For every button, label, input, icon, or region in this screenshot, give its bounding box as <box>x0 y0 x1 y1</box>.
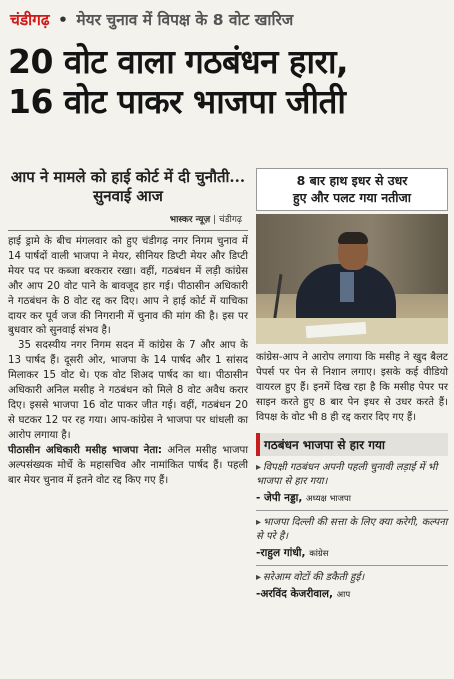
quote-author-name: -राहुल गांधी, <box>256 547 306 559</box>
quote-bullet-icon: ▸ <box>256 572 262 583</box>
subheadline: आप ने मामले को हाई कोर्ट में दी चुनौती... सुनवाई आज <box>10 168 246 205</box>
photo-shirt <box>340 272 354 302</box>
headline-line-1: 20 वोट वाला गठबंधन हारा, <box>8 42 349 81</box>
quote-author-role: कांग्रेस <box>309 549 329 559</box>
quote-text-value: विपक्षी गठबंधन अपनी पहली चुनावी लड़ाई में भी भाजपा से हार गया। <box>256 462 438 487</box>
quote-author-name: -अरविंद केजरीवाल, <box>256 588 333 600</box>
quote-author-role: आप <box>336 590 351 600</box>
kicker-city: चंडीगढ़ <box>10 11 50 29</box>
quote-author-name: - जेपी नड्डा, <box>256 492 303 504</box>
photo-hair <box>338 232 368 244</box>
photo-caption: कांग्रेस-आप ने आरोप लगाया कि मसीह ने खुद बैलट पेपर्स पर पेन से निशान लगाए। इसके कई वीडियो वायरल हुए हैं। इनमें दिख रहा है कि मसीह पेपर पर साइन करते हुए 8 बार पेन इधर से उधर करते हैं। विपक्ष के वोट भी 8 ही रद्द करार दिए गए हैं। <box>256 352 448 423</box>
right-column <box>256 168 448 606</box>
quote-text <box>256 461 448 489</box>
quote-text <box>256 516 448 544</box>
byline <box>8 212 248 225</box>
quote-item <box>256 516 448 566</box>
byline-sep: | <box>213 215 217 225</box>
article-body <box>8 235 248 488</box>
main-headline <box>8 42 448 122</box>
photo-title-line-1: 8 बार हाथ इधर से उधर <box>296 173 408 188</box>
headline-line-2: 16 वोट पाकर भाजपा जीती <box>8 82 346 121</box>
quote-author <box>256 587 448 601</box>
quote-author <box>256 546 448 560</box>
quote-item <box>256 571 448 606</box>
quote-author <box>256 491 448 505</box>
paragraph-3-lead: पीठासीन अधिकारी मसीह भाजपा नेता: <box>8 444 162 456</box>
paragraph-3 <box>8 444 248 489</box>
quote-text-value: भाजपा दिल्ली की सत्ता के लिए क्या करेगी, कल्पना से परे है। <box>256 517 448 542</box>
kicker-text: मेयर चुनाव में विपक्ष के 8 वोट खारिज <box>76 11 294 29</box>
paragraph-2: 35 सदस्यीय नगर निगम सदन में कांग्रेस के 7 और आप के 13 पार्षद हैं। दूसरी ओर, भाजपा के 14 पार्षद और 1 सांसद मिलाकर 15 वोट थे। एक वोट शिअद पार्षद का था। पीठासीन अधिकारी अनिल मसीह ने गठबंधन को मिले 8 वोट अवैध करार दिए। इससे भाजपा 16 वोट पाकर जीत गई। वहीं, गठबंधन 20 से घटकर 12 पर रह गया। आप-कांग्रेस ने भाजपा पर धांधली का आरोप लगाया है। <box>8 340 248 441</box>
quote-text <box>256 571 448 585</box>
left-column <box>8 168 248 488</box>
quote-author-role: अध्यक्ष भाजपा <box>306 494 351 504</box>
kicker-line <box>10 10 446 30</box>
byline-agency: भास्कर न्यूज़ <box>169 215 211 225</box>
byline-city: चंडीगढ़ <box>219 215 242 225</box>
quotes-heading: गठबंधन भाजपा से हार गया <box>256 433 448 456</box>
quote-item <box>256 461 448 511</box>
quote-bullet-icon: ▸ <box>256 517 262 528</box>
paragraph-3-text: अनिल मसीह भाजपा अल्पसंख्यक मोर्चे के महासचिव और नामांकित पार्षद हैं। पहली बार मेयर चुनाव में इतने वोट रद्द किए गए हैं। <box>8 444 248 486</box>
paragraph-1: हाई ड्रामे के बीच मंगलवार को हुए चंडीगढ़ नगर निगम चुनाव में 14 पार्षदों वाली भाजपा ने मेयर, सीनियर डिप्टी मेयर और डिप्टी मेयर पद पर कब्जा बरकरार रखा। वहीं, गठबंधन में लड़ी कांग्रेस और आप 20 वोट पाने के बावजूद हार गई। पीठासीन अधिकारी ने गठबंधन के 8 वोट रद्द कर दिए। आप ने हाई कोर्ट में याचिका दायर कर पूर्व जज की निगरानी में चुनाव की मांग की है। इस पर बुधवार को सुनवाई संभव है। <box>8 236 248 337</box>
quote-text-value: सरेआम वोटों की डकैती हुई। <box>263 572 365 583</box>
photo-title-box <box>256 168 448 211</box>
photo-title-line-2: हुए और पलट गया नतीजा <box>292 190 412 205</box>
quote-bullet-icon: ▸ <box>256 462 262 473</box>
kicker-separator: • <box>58 11 68 29</box>
divider <box>8 230 248 231</box>
news-photo <box>256 214 448 344</box>
